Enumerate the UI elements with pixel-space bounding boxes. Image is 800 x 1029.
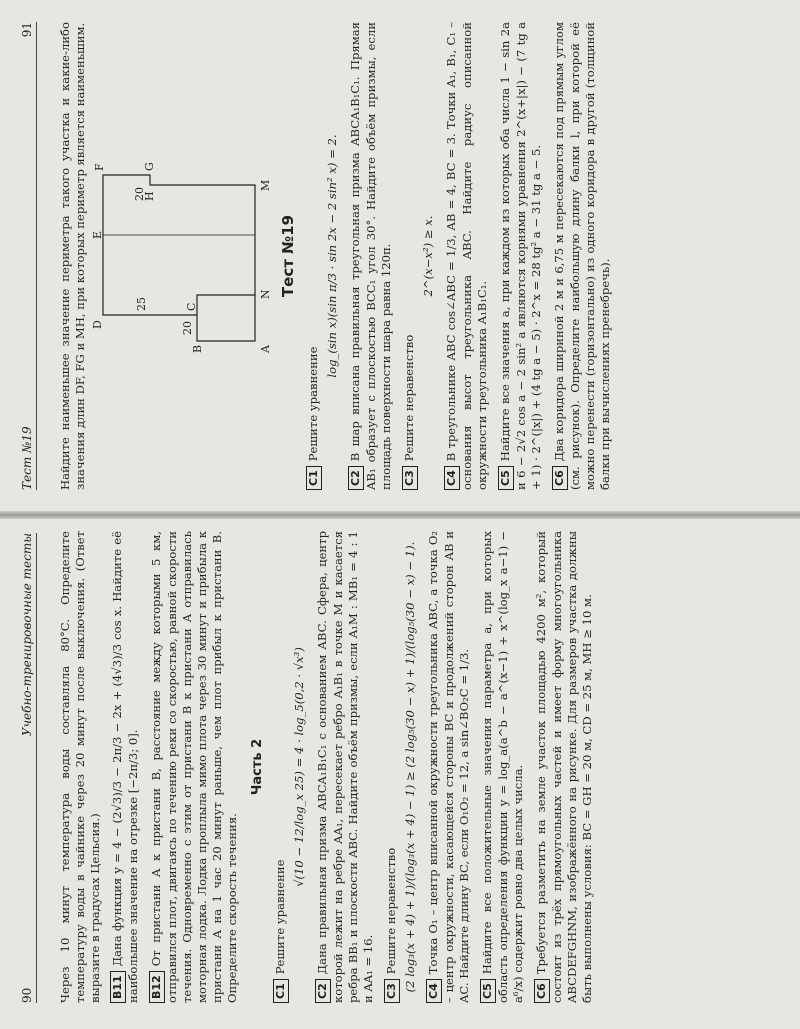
task-formula: 2^(x−x²) ≥ x.: [421, 215, 435, 297]
task-tag: C6: [534, 979, 550, 1003]
test-title: Тест №19: [279, 214, 297, 298]
task-tag: C5: [498, 466, 514, 490]
task-c1: [306, 22, 340, 490]
task-text: Решите неравенство: [402, 334, 416, 462]
task-tag: C2: [315, 979, 331, 1003]
task-text: Найдите все значения a, при каждом из которых оба числа 1 − sin 2a и 6 − 2√2 cos a − 2 sin² a являются корнями уравнения 2^(x+|x|) − (7 tg a + 1) · 2^(|x|) + (4 tg a − 5) · 2^x = 28 tg² a − 31 tg a − 5.: [498, 22, 543, 490]
task-c5: [480, 531, 526, 1003]
task-tag: B11: [110, 971, 126, 1003]
label-n: N: [259, 289, 272, 299]
right-page-header: [20, 22, 37, 490]
left-page: [0, 517, 800, 1029]
task-tag: C4: [426, 979, 442, 1003]
task-text: Решите уравнение: [306, 346, 320, 462]
task-text: В шар вписана правильная треугольная призма ABCA₁B₁C₁. Прямая AB₁ образует с плоскостью BCC₁ угол 30°. Найдите объём призмы, если площадь поверхности шара равна 120π.: [348, 22, 393, 490]
task-formula: √(10 − 12/log_x 25) = 4 · log_5(0,2 · √x³): [292, 647, 306, 887]
task-tag: C4: [444, 466, 460, 490]
plot-diagram: [91, 131, 275, 381]
task-text: От пристани A к пристани B, расстояние между которыми 5 км, отправился плот, двигаясь по течению реки со скоростью, равной скорости течения. Одновременно с этим от пристани B к пристани A отправилась моторная лодка. Лодка проплыла мимо плота через 30 минут и прибыла к пристани A на 1 час 20 минут раньше, чем плот прибыл к пристани B. Определите скорость течения.: [149, 531, 239, 1003]
label-b: B: [191, 344, 204, 353]
label-gh: 20: [133, 187, 146, 201]
page-number: 91: [20, 22, 34, 38]
label-h: H: [143, 191, 156, 201]
label-cd: 25: [135, 297, 148, 311]
task-tag: C6: [552, 466, 568, 490]
label-g: G: [143, 162, 156, 171]
page-number: 90: [20, 987, 34, 1003]
task-c5: [498, 22, 544, 490]
task-tag: C5: [480, 979, 496, 1003]
intro-paragraph: Через 10 минут температура воды составляла 80°C. Определите температуру воды в чайнике через 20 минут после выключения. (Ответ выразите в градусах Цельсия.): [58, 531, 102, 1003]
task-c3: [384, 531, 418, 1003]
task-c6: [534, 531, 595, 1003]
right-page: [0, 0, 800, 512]
task-c2: [348, 22, 394, 490]
task-text: Два коридора шириной 2 м и 6,75 м пересекаются под прямым углом (см. рисунок). Определите наибольшую длину балки l, при которой её можно перенести (горизонтально) из одного коридора в другой (толщиной балки при вычислениях пренебречь).: [552, 22, 612, 490]
label-d: D: [91, 320, 104, 329]
label-bc: 20: [181, 321, 194, 335]
label-c: C: [185, 302, 198, 311]
task-text: В треугольнике ABC cos∠ABC = 1/3, AB = 4, BC = 3. Точки A₁, B₁, C₁ – основания высот треугольника ABC. Найдите радиус описанной окружности треугольника A₁B₁C₁.: [444, 22, 489, 490]
plot-left-part: [197, 295, 255, 341]
task-b11: [110, 531, 141, 1003]
task-b12: [149, 531, 240, 1003]
task-tag: B12: [149, 971, 165, 1003]
running-title: Учебно-тренировочные тесты: [20, 533, 34, 737]
task-text: Дана правильная призма ABCA₁B₁C₁ с основанием ABC. Сфера, центр которой лежит на ребре AA₁, пересекает ребро A₁B₁ в точке M и касается ребра BB₁ и плоскости ABC. Найдите объём призмы, если A₁M : MB₁ = 4 : 1 и AA₁ = 16.: [315, 531, 375, 1003]
task-text: Решите неравенство: [384, 847, 398, 975]
label-a: A: [259, 345, 272, 353]
task-text: Точка O₁ – центр вписанной окружности треугольника ABC, а точка O₂ – центр окружности, касающейся стороны BC и продолжений сторон AB и AC. Найдите длину BC, если O₁O₂ = 12, а sin∠BO₂C = 1/3.: [426, 531, 471, 1003]
task-tag: C3: [384, 979, 400, 1003]
task-formula: log_(sin x)(sin π/3 · sin 2x − 2 sin² x) = 2.: [325, 134, 339, 378]
task-text: Дана функция y = 4 − (2√3)/3 − 2π/3 − 2x + (4√3)/3 cos x. Найдите её наибольшее значение на отрезке [−2π/3; 0].: [110, 531, 140, 1003]
task-tag: C1: [306, 466, 322, 490]
task-text: Найдите все положительные значения параметра a, при которых область определения функции y = log_a(a^b − a^(x−1) + x^(log_x a−1) − a⁶/x) содержит ровно два целых числа.: [480, 531, 525, 1003]
task-text: Решите уравнение: [273, 859, 287, 975]
task-c2: [315, 531, 376, 1003]
task-c6: [552, 22, 613, 490]
task-tag: C3: [402, 466, 418, 490]
task-c4: [426, 531, 472, 1003]
plot-outline: [103, 175, 255, 315]
label-f: F: [93, 163, 106, 171]
label-m: M: [259, 179, 272, 191]
left-page-header: [20, 533, 37, 1003]
task-tag: C1: [273, 979, 289, 1003]
part-heading: Часть 2: [250, 738, 265, 796]
task-text: Требуется разметить на земле участок площадью 4200 м², который состоит из трёх прямоугольных частей и имеет форму многоугольника ABCDEFGHNM, изображённого на рисунке. Для размеров участка должны быть выполнены условия: BC = GH = 20 м, CD = 25 м, MH ≥ 10 м.: [534, 531, 594, 1003]
book-gutter: [0, 511, 800, 519]
running-title: Тест №19: [20, 426, 34, 490]
label-e: E: [91, 230, 104, 239]
task-formula: (2 log₃(x + 4) + 1)/(log₃(x + 4) − 1) ≥ (2 log₅(30 − x) + 1)/(log₅(30 − x) − 1).: [403, 541, 417, 993]
task-tag: C2: [348, 466, 364, 490]
intro-paragraph: Найдите наименьшее значение периметра такого участка и какие-либо значения длин DF, FG и MH, при которых периметр является наименьшим.: [58, 22, 87, 490]
task-c4: [444, 22, 490, 490]
task-c3: [402, 22, 436, 490]
task-c1: [273, 531, 307, 1003]
